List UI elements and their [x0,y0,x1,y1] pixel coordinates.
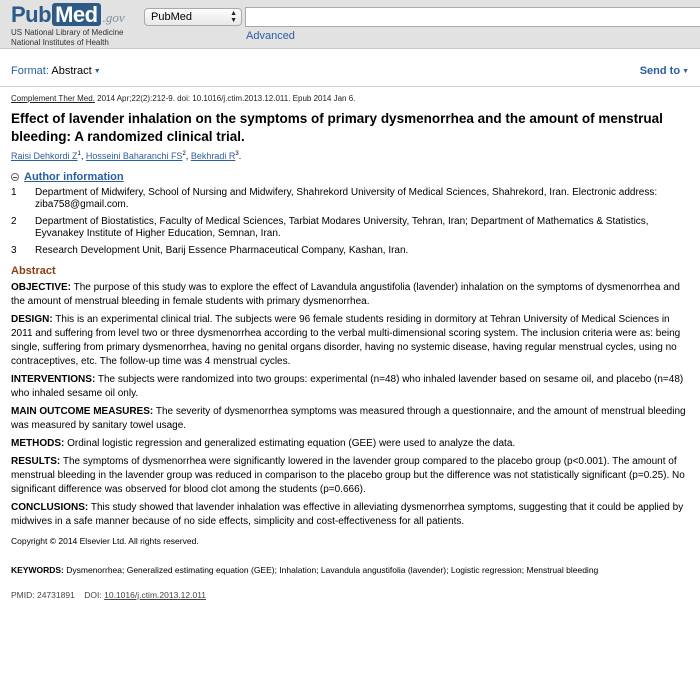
doi-link[interactable]: 10.1016/j.ctim.2013.12.011 [104,589,207,600]
keywords-text: Dysmenorrhea; Generalized estimating equation (GEE); Inhalation; Lavandula angustifolia (lavender); Logistic regression; Menstrual bleeding [63,565,599,575]
author-info-toggle[interactable] [11,171,691,183]
chevron-down-icon: ▼ [682,68,689,75]
copyright-notice: Copyright © 2014 Elsevier Ltd. All rights reserved. [11,536,199,546]
citation-details: 2014 Apr;22(2):212-9. doi: 10.1016/j.ctim.2013.12.011. Epub 2014 Jan 6. [94,94,356,103]
abstract-section [11,281,691,309]
format-value: Abstract [51,65,92,77]
send-to-label: Send to [639,65,681,77]
author-list: Raisi Dehkordi $Z^1$, Hosseini Baharanchi $FS^2$, Bekhradi $R^3$. [11,151,242,161]
abstract-heading: Abstract [11,265,56,277]
chevron-down-icon: ▼ [93,68,101,75]
format-dropdown[interactable] [11,65,101,77]
section-label: INTERVENTIONS: [11,374,96,385]
affiliation-text: Department of Midwifery, School of Nursing and Midwifery, Shahrekord University of Medical Sciences, Shahrekord, Iran. Electronic address: ziba758@gmail.com. [35,187,658,210]
section-label: OBJECTIVE: [11,282,72,293]
abstract-section [11,437,691,451]
author-link[interactable]: Hosseini Baharanchi FS [85,151,183,161]
collapse-minus-icon [11,173,19,181]
section-text: This is an experimental clinical trial. The subjects were 96 female students residing in dormitory at Tehran University of Medical Sciences in 2011 and suffering from level two or three dysmenorrhea according to the verbal multi-dimensional scoring system. The inclusion criteria were as: being single, suffering from primary dysmenorrhea, having no genital organs disorder, having no systemic disease, having regular menstrual cycles, using no contraceptives, etc. The follow-up time was 4 menstrual cycles. [11,314,681,367]
abstract-section [11,313,691,369]
affiliation-number: 1 [11,187,17,198]
section-label: MAIN OUTCOME MEASURES: [11,406,154,417]
database-select-value: PubMed [151,11,192,23]
section-label: RESULTS: [11,456,61,467]
nlm-org-text[interactable] [11,28,124,47]
abstract-body [11,281,691,546]
search-input[interactable] [245,7,700,27]
journal-link[interactable]: Complement Ther Med. [11,94,95,103]
abstract-section [11,455,691,497]
format-bar [0,61,700,81]
logo-pub-text: Pub [11,2,52,27]
section-text: The subjects were randomized into two groups: experimental (n=48) who inhaled lavender based on sesame oil, and placebo (n=48) who inhaled sesame oil only. [11,374,684,399]
format-label: Format: [11,65,49,77]
section-text: The purpose of this study was to explore the effect of Lavandula angustifolia (lavender) inhalation on the symptoms of dysmenorrhea and the amount of menstrual bleeding in female students with primary dysmenorrhea. [11,282,680,307]
pmid: PMID: 24731891 [11,589,75,600]
affiliation-number: 3 [11,245,17,256]
identifiers [11,590,691,600]
article-title: Effect of lavender inhalation on the symptoms of primary dysmenorrhea and the amount of menstrual bleeding: A randomized clinical trial. [11,111,663,144]
affiliation-item [11,245,691,257]
abstract-section [11,405,691,433]
author-info-label: Author information [24,171,124,183]
affiliation-text: Department of Biostatistics, Faculty of Medical Sciences, Tarbiat Modares University, Tehran, Iran; Department of Mathematics & Statistics, Eyvanakey Institute of Higher Education, Semnan, Iran. [35,216,649,239]
section-text: The symptoms of dysmenorrhea were significantly lowered in the lavender group compared to the placebo group (p<0.001). The amount of menstrual bleeding in the lavender group was reduced in comparison to the placebo group but the difference was not statistically significant (p=0.25). No significant difference was observed for blood clot among the students (p=0.666). [11,456,685,495]
divider [0,86,700,87]
author-affil-ref: 3 [235,151,239,157]
database-select[interactable] [144,8,242,26]
advanced-search-link[interactable]: Advanced [246,30,295,42]
logo-med-text: Med [52,3,101,26]
affiliation-number: 2 [11,216,17,227]
send-to-dropdown[interactable] [640,65,689,77]
abstract-section [11,501,691,529]
author-affil-ref: 1 [77,151,81,157]
section-text: The severity of dysmenorrhea symptoms was measured through a questionnaire, and the amount of menstrual bleeding was measured by sanitary towel usage. [11,406,686,431]
keywords [11,565,691,577]
org-line-1: US National Library of Medicine [11,28,124,37]
citation [11,94,691,103]
abstract-section [11,373,691,401]
pubmed-logo[interactable] [11,2,125,28]
header [0,0,700,49]
article-content [11,94,691,600]
section-label: CONCLUSIONS: [11,502,89,513]
logo-gov-text: .gov [102,10,125,25]
select-arrows-icon: ▲ ▼ [230,10,237,24]
org-line-2: National Institutes of Health [11,37,109,47]
affiliation-text: Research Development Unit, Barij Essence Pharmaceutical Company, Kashan, Iran. [35,245,409,256]
author-link[interactable]: Raisi Dehkordi Z [11,151,78,161]
affiliation-list [11,187,691,257]
section-text: Ordinal logistic regression and generalized estimating equation (GEE) were used to analyze the data. [64,438,516,449]
keywords-label: KEYWORDS: [11,565,64,575]
section-label: DESIGN: [11,314,53,325]
section-label: METHODS: [11,438,65,449]
author-affil-ref: 2 [182,151,186,157]
affiliation-item [11,216,691,240]
doi-label: DOI: [84,589,102,600]
section-text: This study showed that lavender inhalation was effective in alleviating dysmenorrhea symptoms, suggesting that it could be applied by midwives in a safe manner because of no side effects, simplicity and cost-effectiveness for all patients. [11,502,684,527]
affiliation-item [11,187,691,211]
author-link[interactable]: Bekhradi R [190,151,236,161]
